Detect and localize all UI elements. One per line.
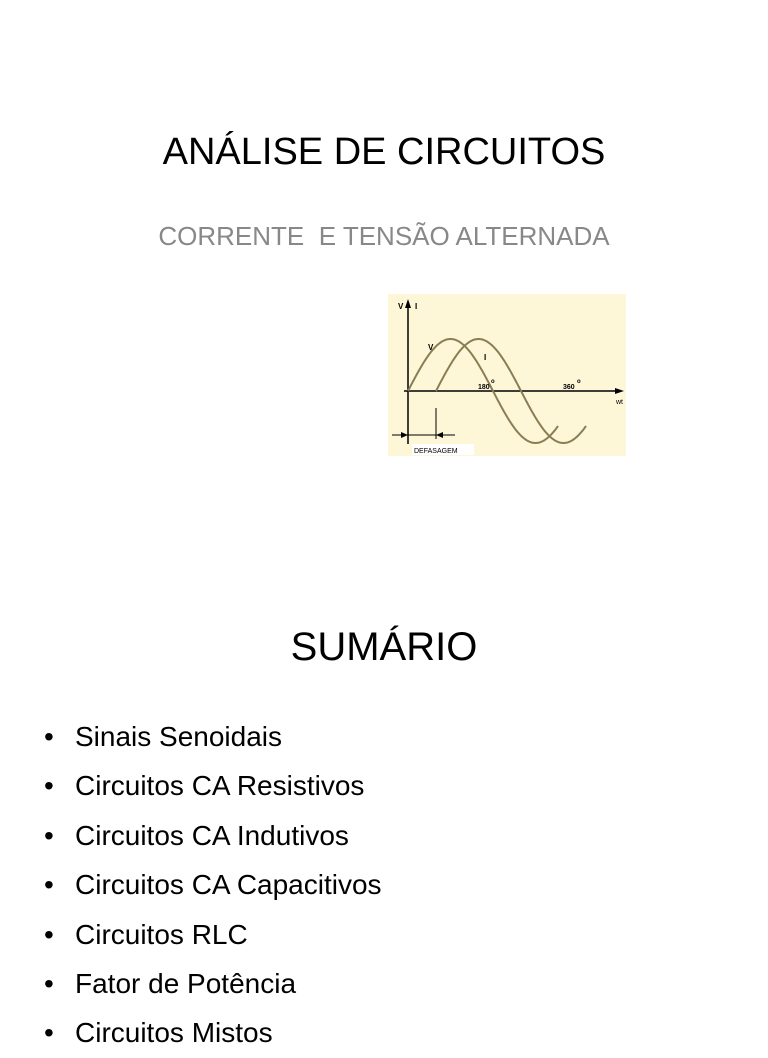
list-item	[44, 959, 382, 1008]
list-item-label: Circuitos Mistos	[75, 1017, 273, 1049]
list-item-label: Sinais Senoidais	[75, 721, 283, 752]
list-item	[44, 761, 382, 810]
slide-subtitle: CORRENTE E TENSÃO ALTERNADA	[158, 221, 610, 251]
tick-label-180: 180	[478, 384, 490, 391]
list-item	[44, 811, 382, 860]
v-axis-label: V	[398, 302, 404, 311]
summary-title: SUMÁRIO	[290, 625, 478, 669]
vertical-axis-arrow	[405, 299, 411, 308]
bullet-icon: •	[44, 819, 54, 851]
degree-mark-360: o	[577, 379, 581, 385]
degree-mark-180: o	[491, 379, 495, 385]
bullet-icon: •	[44, 918, 54, 950]
sine-wave-figure	[388, 294, 626, 456]
v-curve-label: V	[428, 343, 434, 352]
i-axis-label: I	[415, 302, 418, 311]
tick-label-360: 360	[563, 384, 575, 391]
bullet-icon: •	[44, 1017, 54, 1049]
list-item-label: Circuitos CA Indutivos	[75, 819, 349, 851]
bullet-icon: •	[44, 869, 54, 901]
i-curve-label: I	[484, 353, 487, 362]
list-item-label: Circuitos CA Resistivos	[75, 770, 365, 802]
slide-title: ANÁLISE DE CIRCUITOS	[162, 131, 606, 173]
list-item-label: Circuitos RLC	[75, 918, 248, 950]
bullet-icon: •	[44, 770, 54, 802]
list-item	[44, 910, 382, 959]
list-item	[44, 1008, 382, 1057]
list-item	[44, 860, 382, 909]
phase-arrow-right	[436, 432, 443, 438]
bullet-icon: •	[44, 967, 54, 999]
list-item	[44, 712, 382, 761]
list-item-label: Fator de Potência	[75, 967, 297, 999]
phase-shift-diagram	[388, 294, 626, 456]
bullet-icon: •	[44, 721, 54, 752]
x-axis-label: wt	[616, 399, 623, 406]
horizontal-axis-arrow	[615, 388, 624, 394]
phase-label: DEFASAGEM	[414, 448, 458, 455]
summary-list	[44, 712, 382, 1058]
phase-arrow-left	[401, 432, 408, 438]
list-item-label: Circuitos CA Capacitivos	[75, 869, 382, 901]
